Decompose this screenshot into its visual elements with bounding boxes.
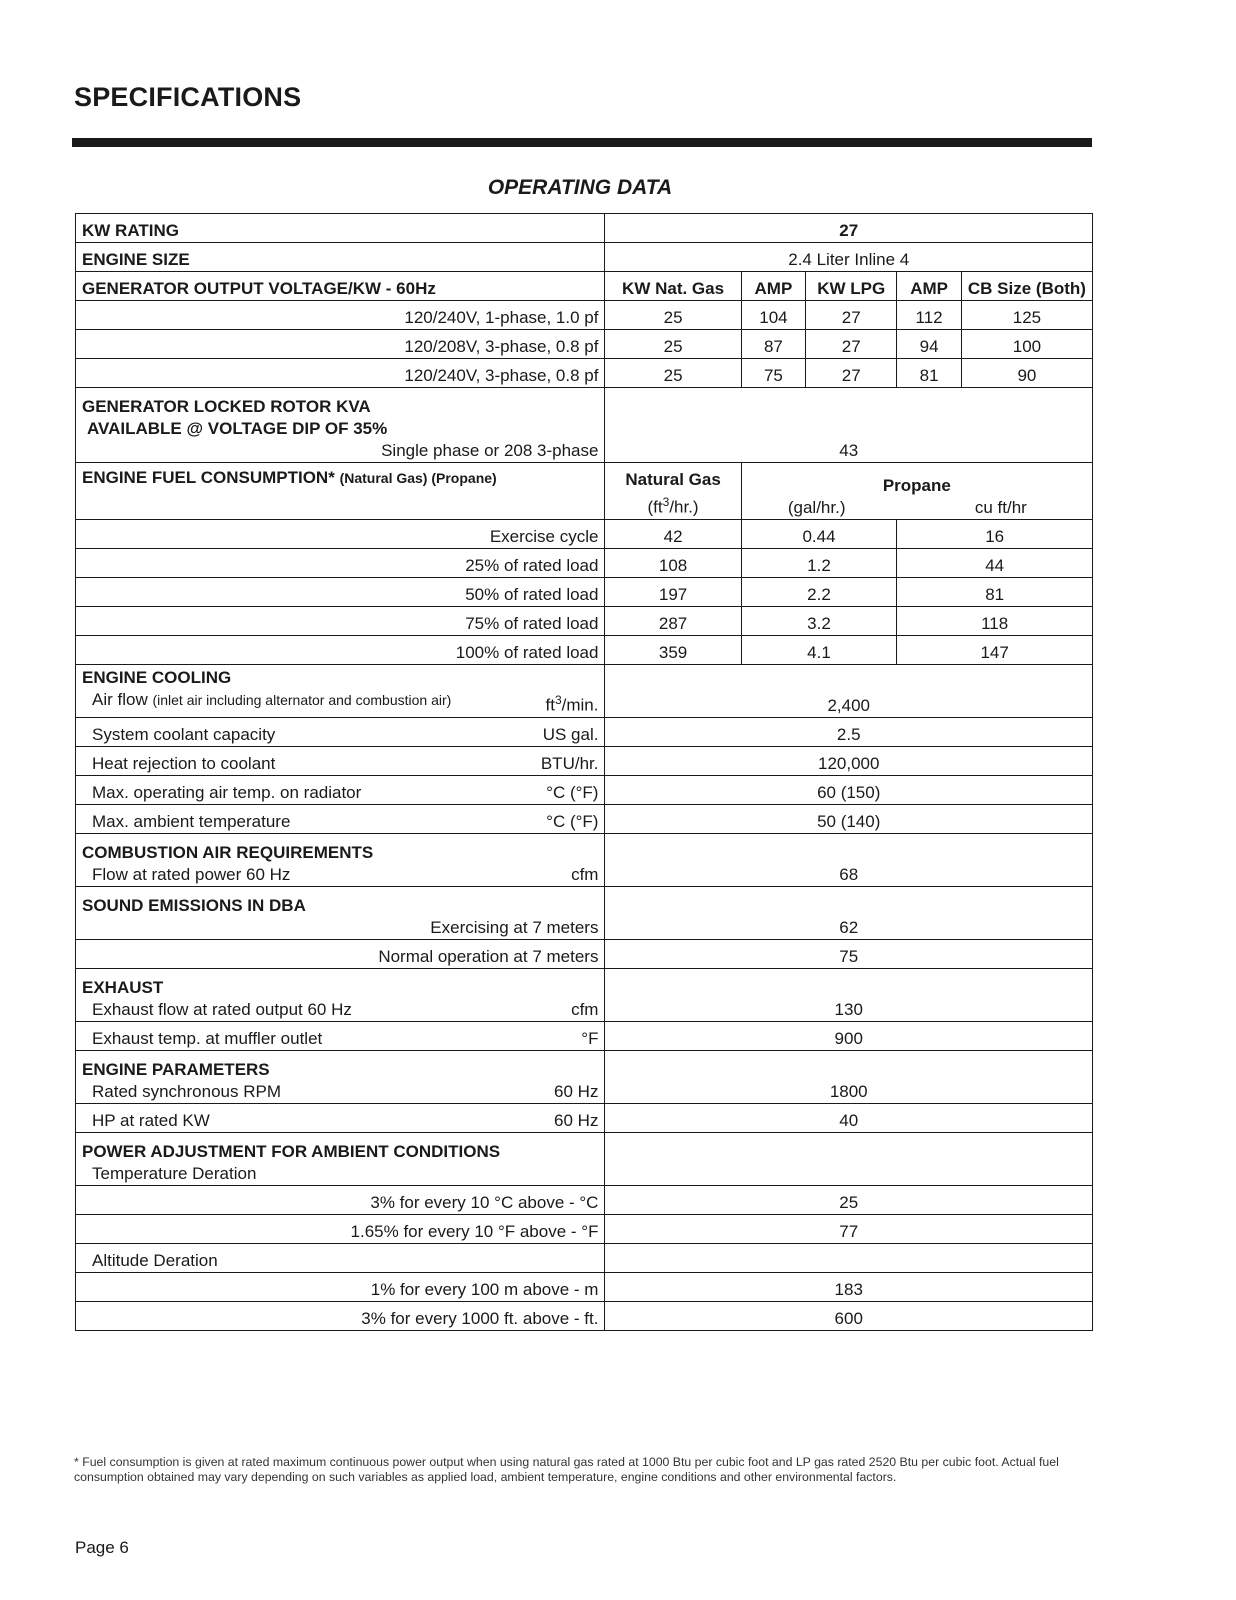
table-cell: 81 xyxy=(897,578,1093,607)
table-cell: 108 xyxy=(605,549,741,578)
row-label: Exercising at 7 meters xyxy=(430,918,599,937)
cooling-label-cell xyxy=(76,665,605,718)
row-label: 1% for every 100 m above - m xyxy=(76,1273,605,1302)
table-row xyxy=(76,1133,1093,1186)
operating-data-table xyxy=(75,213,1093,1331)
table-cell: 3.2 xyxy=(741,607,897,636)
table-cell: 25 xyxy=(605,301,741,330)
row-unit: cfm xyxy=(571,865,599,884)
table-cell: 183 xyxy=(605,1273,1093,1302)
table-row xyxy=(76,969,1093,1022)
table-cell: 27 xyxy=(806,330,897,359)
table-cell: 27 xyxy=(806,301,897,330)
table-cell: 87 xyxy=(741,330,806,359)
row-label: 120/208V, 3-phase, 0.8 pf xyxy=(76,330,605,359)
column-header: KW Nat. Gas xyxy=(605,272,741,301)
kw-rating-value: 27 xyxy=(605,214,1093,243)
locked-rotor-value: 43 xyxy=(605,388,1093,463)
row-label: 100% of rated load xyxy=(76,636,605,665)
table-row xyxy=(76,1104,1093,1133)
exhaust-label: EXHAUST xyxy=(82,978,164,997)
table-cell: 147 xyxy=(897,636,1093,665)
table-cell: 130 xyxy=(605,969,1093,1022)
row-label: Exhaust temp. at muffler outlet xyxy=(92,1029,323,1048)
table-cell: 112 xyxy=(897,301,962,330)
air-flow-value: 2,400 xyxy=(605,665,1093,718)
table-row xyxy=(76,665,1093,718)
table-row xyxy=(76,330,1093,359)
row-label: System coolant capacity xyxy=(92,725,276,744)
combustion-label: COMBUSTION AIR REQUIREMENTS xyxy=(82,843,374,862)
table-row xyxy=(76,805,1093,834)
table-row xyxy=(76,1215,1093,1244)
table-row xyxy=(76,776,1093,805)
natural-gas-unit: $(ft^3/hr.)$ xyxy=(647,495,699,517)
table-row xyxy=(76,887,1093,940)
cooling-label: ENGINE COOLING xyxy=(82,668,232,688)
table-cell: 197 xyxy=(605,578,741,607)
table-cell: 42 xyxy=(605,520,741,549)
table-cell: 44 xyxy=(897,549,1093,578)
natural-gas-header: Natural Gas xyxy=(625,470,721,490)
row-label: Rated synchronous RPM xyxy=(92,1082,281,1101)
table-row xyxy=(76,940,1093,969)
table-cell: 50 (140) xyxy=(605,805,1093,834)
table-cell: 25 xyxy=(605,359,741,388)
fuel-label: ENGINE FUEL CONSUMPTION* xyxy=(82,468,335,487)
sound-label: SOUND EMISSIONS IN DBA xyxy=(82,896,306,915)
locked-rotor-sublabel: Single phase or 208 3-phase xyxy=(381,441,599,460)
row-label: Normal operation at 7 meters xyxy=(76,940,605,969)
combustion-value: 68 xyxy=(605,834,1093,887)
table-row xyxy=(76,301,1093,330)
table-row xyxy=(76,834,1093,887)
engine-size-label: ENGINE SIZE xyxy=(76,243,605,272)
table-cell: 1800 xyxy=(605,1051,1093,1104)
locked-rotor-cell xyxy=(76,388,605,463)
row-unit: °F xyxy=(581,1029,599,1048)
row-label: 25% of rated load xyxy=(76,549,605,578)
table-row xyxy=(76,549,1093,578)
output-label: GENERATOR OUTPUT VOLTAGE/KW - 60Hz xyxy=(76,272,605,301)
row-label: Exhaust flow at rated output 60 Hz xyxy=(92,1000,352,1019)
table-cell: 0.44 xyxy=(741,520,897,549)
fuel-label-small: (Natural Gas) (Propane) xyxy=(339,470,497,486)
column-header: CB Size (Both) xyxy=(961,272,1092,301)
table-cell: 600 xyxy=(605,1302,1093,1331)
propane-unit-cuft: cu ft/hr xyxy=(974,498,1027,517)
title-rule xyxy=(72,138,1092,147)
altitude-deration-label: Altitude Deration xyxy=(76,1244,605,1273)
propane-unit-gal: (gal/hr.) xyxy=(787,498,846,517)
table-row xyxy=(76,243,1093,272)
table-row xyxy=(76,520,1093,549)
table-row xyxy=(76,359,1093,388)
table-cell: 2.2 xyxy=(741,578,897,607)
table-row xyxy=(76,718,1093,747)
row-label: Max. ambient temperature xyxy=(92,812,291,831)
table-row xyxy=(76,463,1093,520)
table-cell: 125 xyxy=(961,301,1092,330)
engine-size-value: 2.4 Liter Inline 4 xyxy=(605,243,1093,272)
table-row xyxy=(76,1244,1093,1273)
table-cell: 62 xyxy=(605,887,1093,940)
table-cell: 900 xyxy=(605,1022,1093,1051)
column-header: AMP xyxy=(741,272,806,301)
page-number: Page 6 xyxy=(75,1538,129,1557)
table-row xyxy=(76,1273,1093,1302)
row-unit: 60 Hz xyxy=(554,1082,599,1101)
column-header: AMP xyxy=(897,272,962,301)
temp-deration-label: Temperature Deration xyxy=(92,1164,257,1183)
table-cell: 1.2 xyxy=(741,549,897,578)
table-cell: 90 xyxy=(961,359,1092,388)
table-row xyxy=(76,1186,1093,1215)
kw-rating-label: KW RATING xyxy=(76,214,605,243)
locked-rotor-label-2: AVAILABLE @ VOLTAGE DIP OF 35% xyxy=(87,419,388,438)
fuel-label-cell xyxy=(76,463,605,520)
section-title: OPERATING DATA xyxy=(487,176,673,199)
table-cell: 287 xyxy=(605,607,741,636)
power-adjustment-label: POWER ADJUSTMENT FOR AMBIENT CONDITIONS xyxy=(82,1142,501,1161)
engine-params-label: ENGINE PARAMETERS xyxy=(82,1060,270,1079)
table-cell: 27 xyxy=(806,359,897,388)
table-row xyxy=(76,272,1093,301)
table-cell: 25 xyxy=(605,1186,1093,1215)
table-cell: 75 xyxy=(741,359,806,388)
row-unit: 60 Hz xyxy=(554,1111,599,1130)
table-row xyxy=(76,1022,1093,1051)
table-cell: 100 xyxy=(961,330,1092,359)
table-row xyxy=(76,388,1093,463)
row-label: Heat rejection to coolant xyxy=(92,754,276,773)
table-cell: 25 xyxy=(605,330,741,359)
row-label: Exercise cycle xyxy=(76,520,605,549)
table-row xyxy=(76,607,1093,636)
row-label: HP at rated KW xyxy=(92,1111,210,1130)
air-flow-unit: $ft^3/\min$. xyxy=(545,693,599,715)
row-unit: °C (°F) xyxy=(546,812,599,831)
table-cell: 94 xyxy=(897,330,962,359)
propane-header-cell xyxy=(741,463,1092,520)
row-label: 75% of rated load xyxy=(76,607,605,636)
row-label: 120/240V, 3-phase, 0.8 pf xyxy=(76,359,605,388)
table-cell: 120,000 xyxy=(605,747,1093,776)
table-cell: 16 xyxy=(897,520,1093,549)
row-label: 1.65% for every 10 °F above - °F xyxy=(76,1215,605,1244)
table-cell: 104 xyxy=(741,301,806,330)
table-cell: 359 xyxy=(605,636,741,665)
row-unit: cfm xyxy=(571,1000,599,1019)
table-cell: 2.5 xyxy=(605,718,1093,747)
row-unit: US gal. xyxy=(542,725,599,744)
row-unit: °C (°F) xyxy=(546,783,599,802)
table-row xyxy=(76,214,1093,243)
row-unit: BTU/hr. xyxy=(540,754,599,773)
table-row xyxy=(76,578,1093,607)
table-row xyxy=(76,1302,1093,1331)
table-cell: 75 xyxy=(605,940,1093,969)
locked-rotor-label: GENERATOR LOCKED ROTOR KVA xyxy=(82,397,371,416)
table-cell: 40 xyxy=(605,1104,1093,1133)
table-row xyxy=(76,1051,1093,1104)
propane-header: Propane xyxy=(882,476,951,495)
natural-gas-header-cell xyxy=(605,463,741,520)
table-cell: 118 xyxy=(897,607,1093,636)
table-row xyxy=(76,747,1093,776)
table-cell: 4.1 xyxy=(741,636,897,665)
row-label: Flow at rated power 60 Hz xyxy=(92,865,291,884)
row-label: 120/240V, 1-phase, 1.0 pf xyxy=(76,301,605,330)
footnote: * Fuel consumption is given at rated maximum continuous power output when using natural gas rated at 1000 Btu per cubic foot and LP gas rated 2520 Btu per cubic foot. Actual fuel consumption obtained may vary depending on such variables as applied load, ambient temperature, engine conditions and other environmental factors. xyxy=(74,1455,1059,1484)
table-cell: 60 (150) xyxy=(605,776,1093,805)
table-row xyxy=(76,636,1093,665)
air-flow-label: Air flow (inlet air including alternator and combustion air) xyxy=(92,690,452,710)
table-cell: 81 xyxy=(897,359,962,388)
table-cell: 77 xyxy=(605,1215,1093,1244)
column-header: KW LPG xyxy=(806,272,897,301)
row-label: 3% for every 10 °C above - °C xyxy=(76,1186,605,1215)
row-label: 50% of rated load xyxy=(76,578,605,607)
page-title: SPECIFICATIONS xyxy=(74,82,302,112)
row-label: 3% for every 1000 ft. above - ft. xyxy=(76,1302,605,1331)
row-label: Max. operating air temp. on radiator xyxy=(92,783,362,802)
